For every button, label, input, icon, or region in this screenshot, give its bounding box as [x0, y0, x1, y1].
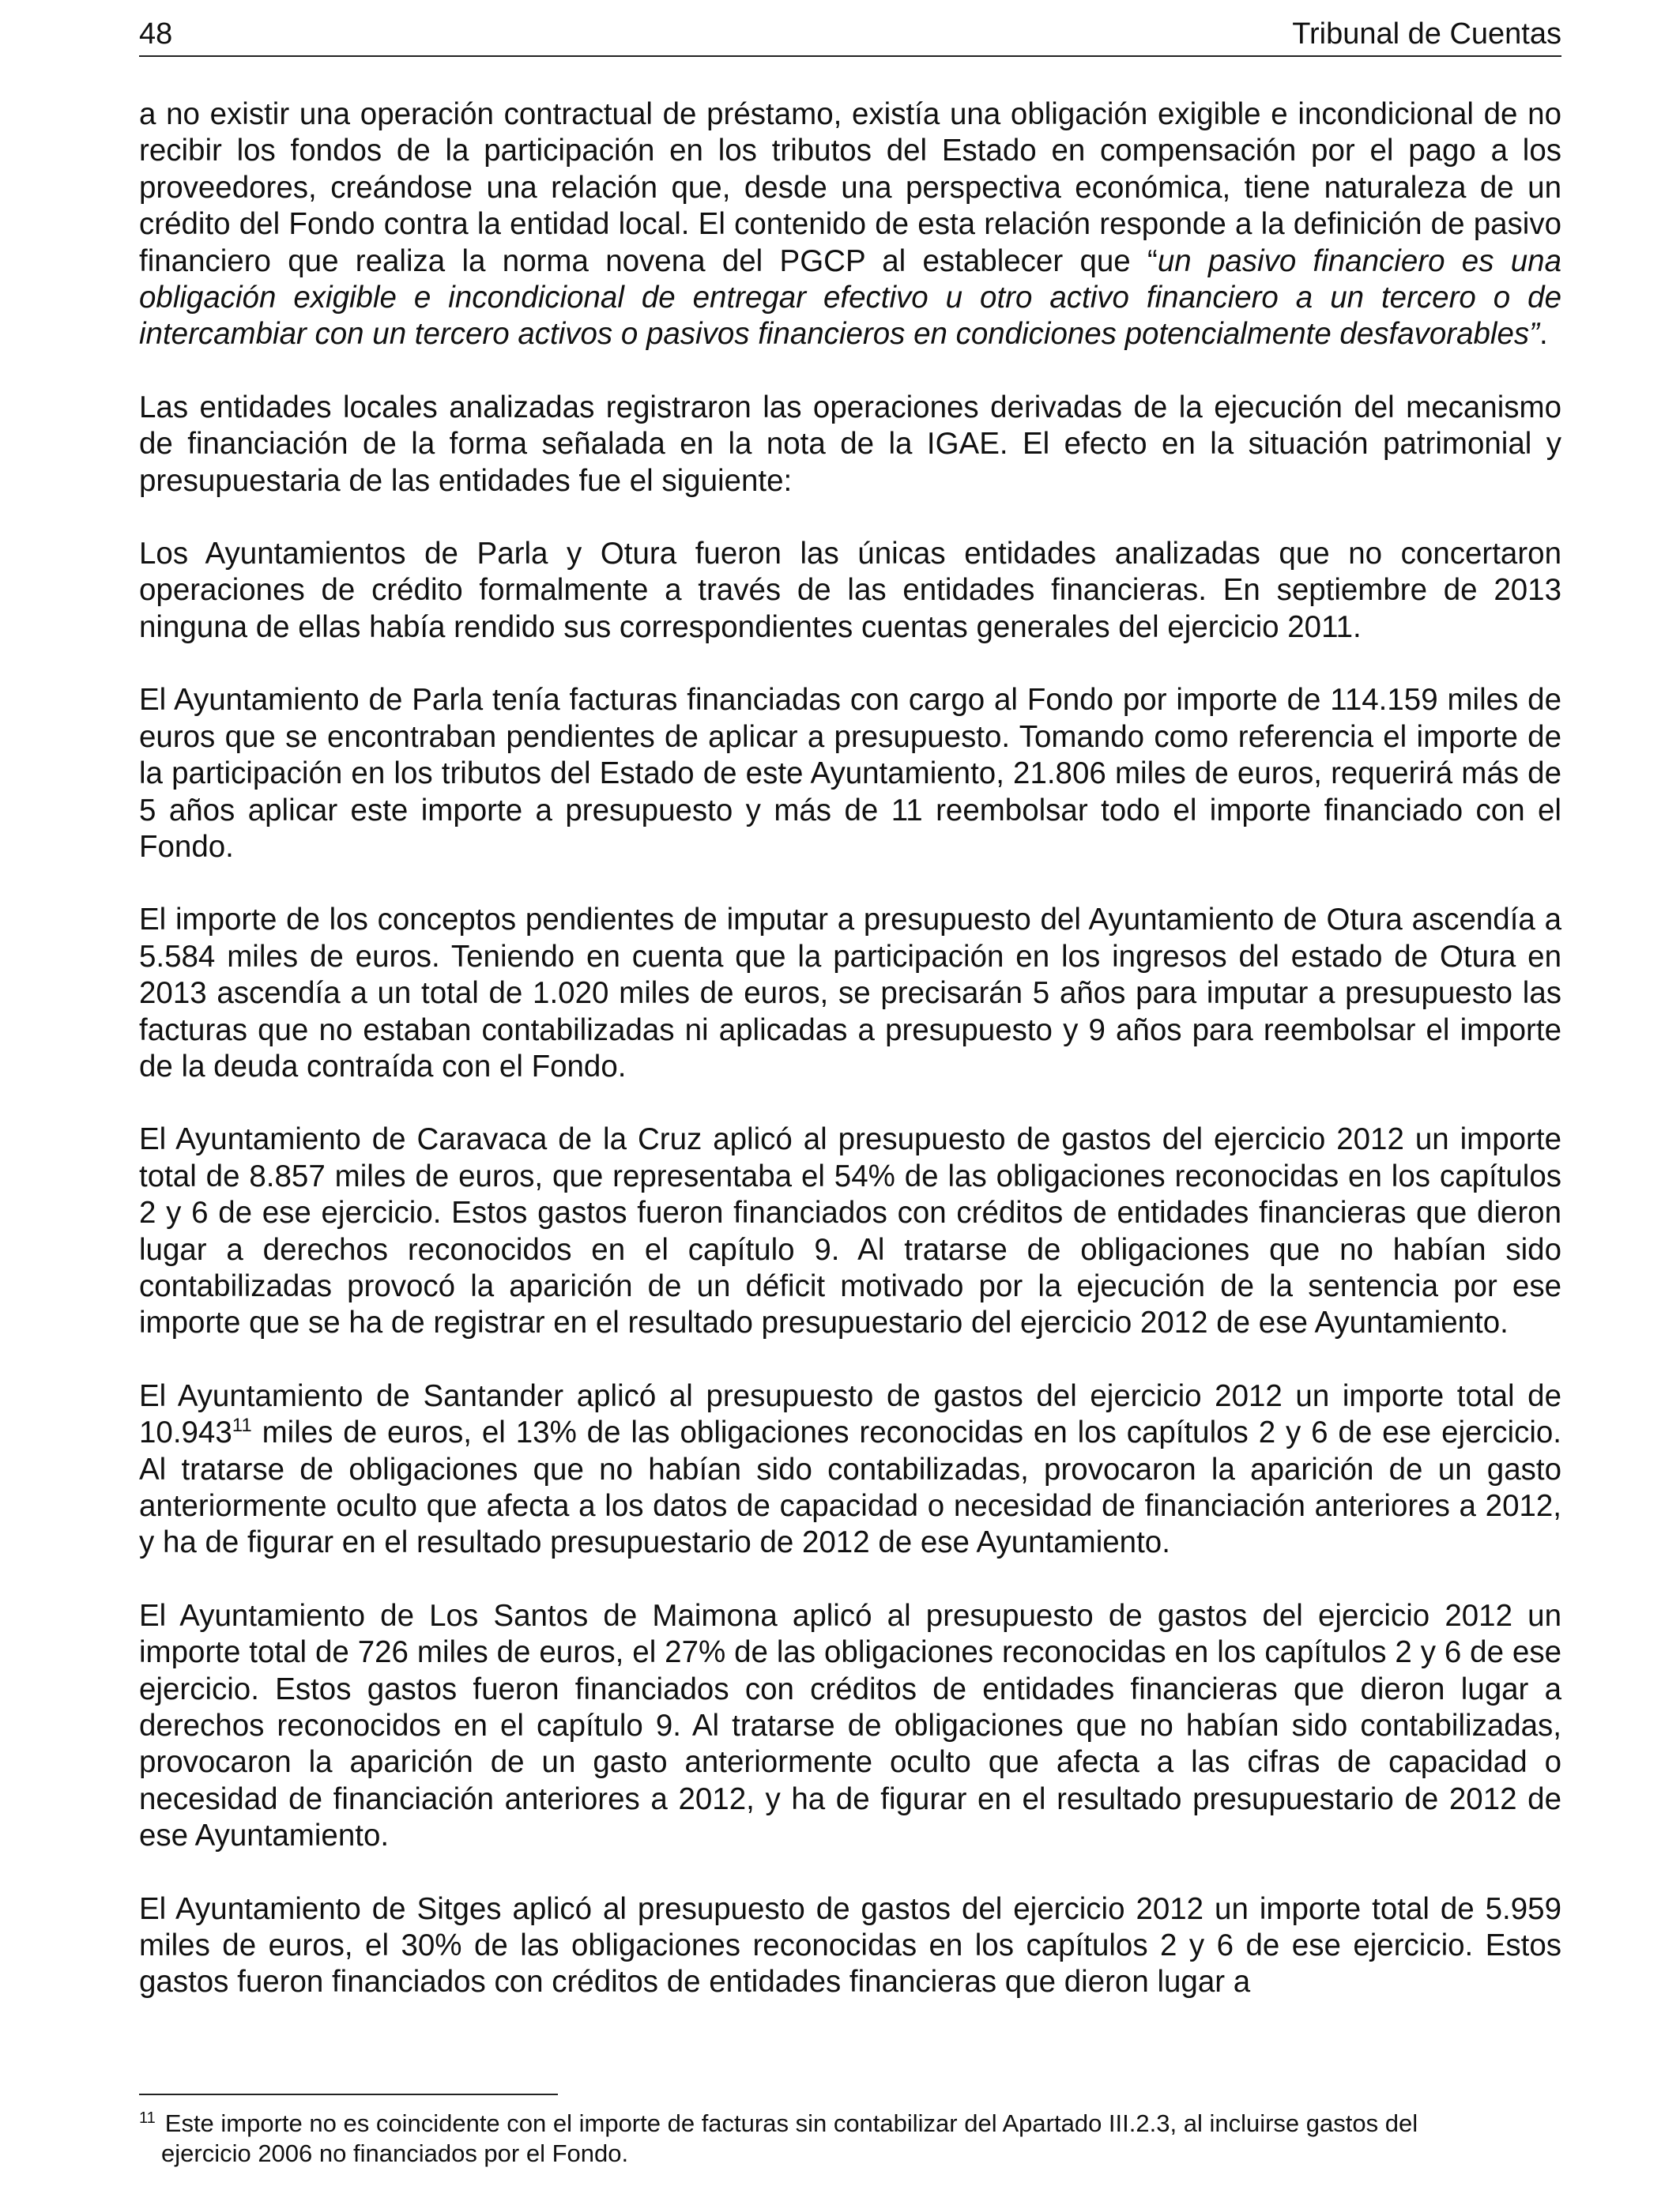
- paragraph-2: Las entidades locales analizadas registraron las operaciones derivadas de la ejecución del mecanismo de financiación de la forma señalada en la nota de la IGAE. El efecto en la situación patrimonial y presupuestaria de las entidades fue el siguiente:: [139, 390, 1561, 498]
- footnote-reference: 11: [232, 1415, 252, 1437]
- paragraph-5: El importe de los conceptos pendientes de imputar a presupuesto del Ayuntamiento de Otura ascendía a 5.584 miles de euros. Teniendo en cuenta que la participación en los ingresos del estado de Otura en 2013 ascendía a un total de 1.020 miles de euros, se precisarán 5 años para imputar a presupuesto las facturas que no estaban contabilizadas ni aplicadas a presupuesto y 9 años para reembolsar el importe de la deuda contraída con el Fondo.: [139, 903, 1561, 1084]
- footnote-mark: 11: [139, 2109, 156, 2127]
- paragraph-1-end: .: [1539, 317, 1548, 352]
- paragraph-9: El Ayuntamiento de Sitges aplicó al presupuesto de gastos del ejercicio 2012 un importe total de 5.959 miles de euros, el 30% de las obligaciones reconocidas en los capítulos 2 y 6 de ese ejercicio. Estos gastos fueron financiados con créditos de entidades financieras que dieron lugar a: [139, 1891, 1561, 2000]
- header-title: Tribunal de Cuentas: [1292, 17, 1561, 51]
- paragraph-3: Los Ayuntamientos de Parla y Otura fueron las únicas entidades analizadas que no concertaron operaciones de crédito formalmente a través de las entidades financieras. En septiembre de 2013 ninguna de ellas había rendido sus correspondientes cuentas generales del ejercicio 2011.: [139, 537, 1561, 644]
- footnote-line-2: ejercicio 2006 no financiados por el Fondo.: [161, 2139, 629, 2167]
- footnote: [139, 2109, 1561, 2169]
- paragraph-1-text: a no existir una operación contractual de préstamo, existía una obligación exigible e incondicional de no recibir los fondos de la participación en los tributos del Estado en compensación por el pago a los proveedores, creándose una relación que, desde una perspectiva económica, tiene naturaleza de un crédito del Fondo contra la entidad local. El contenido de esta relación responde a la definición de pasivo financiero que realiza la norma novena del PGCP al establecer que “: [139, 97, 1561, 278]
- page-number: 48: [139, 17, 173, 51]
- paragraph-6: El Ayuntamiento de Caravaca de la Cruz aplicó al presupuesto de gastos del ejercicio 2012 un importe total de 8.857 miles de euros, que representaba el 54% de las obligaciones reconocidas en los capítulos 2 y 6 de ese ejercicio. Estos gastos fueron financiados con créditos de entidades financieras que dieron lugar a derechos reconocidos en el capítulo 9. Al tratarse de obligaciones que no habían sido contabilizadas provocó la aparición de un déficit motivado por la ejecución de la sentencia por ese importe que se ha de registrar en el resultado presupuestario del ejercicio 2012 de ese Ayuntamiento.: [139, 1122, 1561, 1340]
- paragraph-4: El Ayuntamiento de Parla tenía facturas financiadas con cargo al Fondo por importe de 114.159 miles de euros que se encontraban pendientes de aplicar a presupuesto. Tomando como referencia el importe de la participación en los tributos del Estado de este Ayuntamiento, 21.806 miles de euros, requerirá más de 5 años aplicar este importe a presupuesto y más de 11 reembolsar todo el importe financiado con el Fondo.: [139, 683, 1561, 864]
- page-header: [139, 17, 1561, 57]
- paragraph-7-text-b: miles de euros, el 13% de las obligaciones reconocidas en los capítulos 2 y 6 de ese ejercicio. Al tratarse de obligaciones que no habían sido contabilizadas, provocaron la aparición de un gasto anteriormente oculto que afecta a los datos de capacidad o necesidad de financiación anteriores a 2012, y ha de figurar en el resultado presupuestario de 2012 de ese Ayuntamiento.: [139, 1416, 1561, 1560]
- footnote-line-1: [139, 2109, 1561, 2139]
- document-body: [139, 96, 1561, 2038]
- footnote-separator: [139, 2094, 558, 2095]
- paragraph-1: [139, 96, 1561, 353]
- paragraph-7: [139, 1378, 1561, 1562]
- footnote-text-1: Este importe no es coincidente con el importe de facturas sin contabilizar del Apartado III.2.3, al incluirse gastos del: [164, 2109, 1418, 2137]
- paragraph-8: El Ayuntamiento de Los Santos de Maimona aplicó al presupuesto de gastos del ejercicio 2012 un importe total de 726 miles de euros, el 27% de las obligaciones reconocidas en los capítulos 2 y 6 de ese ejercicio. Estos gastos fueron financiados con créditos de entidades financieras que dieron lugar a derechos reconocidos en el capítulo 9. Al tratarse de obligaciones que no habían sido contabilizadas, provocaron la aparición de un gasto anteriormente oculto que afecta a las cifras de capacidad o necesidad de financiación anteriores a 2012, y ha de figurar en el resultado presupuestario de 2012 de ese Ayuntamiento.: [139, 1598, 1561, 1853]
- paragraph-7-text-a: El Ayuntamiento de Santander aplicó al presupuesto de gastos del ejercicio 2012 un importe total de 10.943: [139, 1378, 1561, 1450]
- pgcp-quote: un pasivo financiero es una obligación exigible e incondicional de entregar efectivo u otro activo financiero a un tercero o de intercambiar con un tercero activos o pasivos financieros en condiciones potencialmente desfavorables”: [139, 243, 1562, 352]
